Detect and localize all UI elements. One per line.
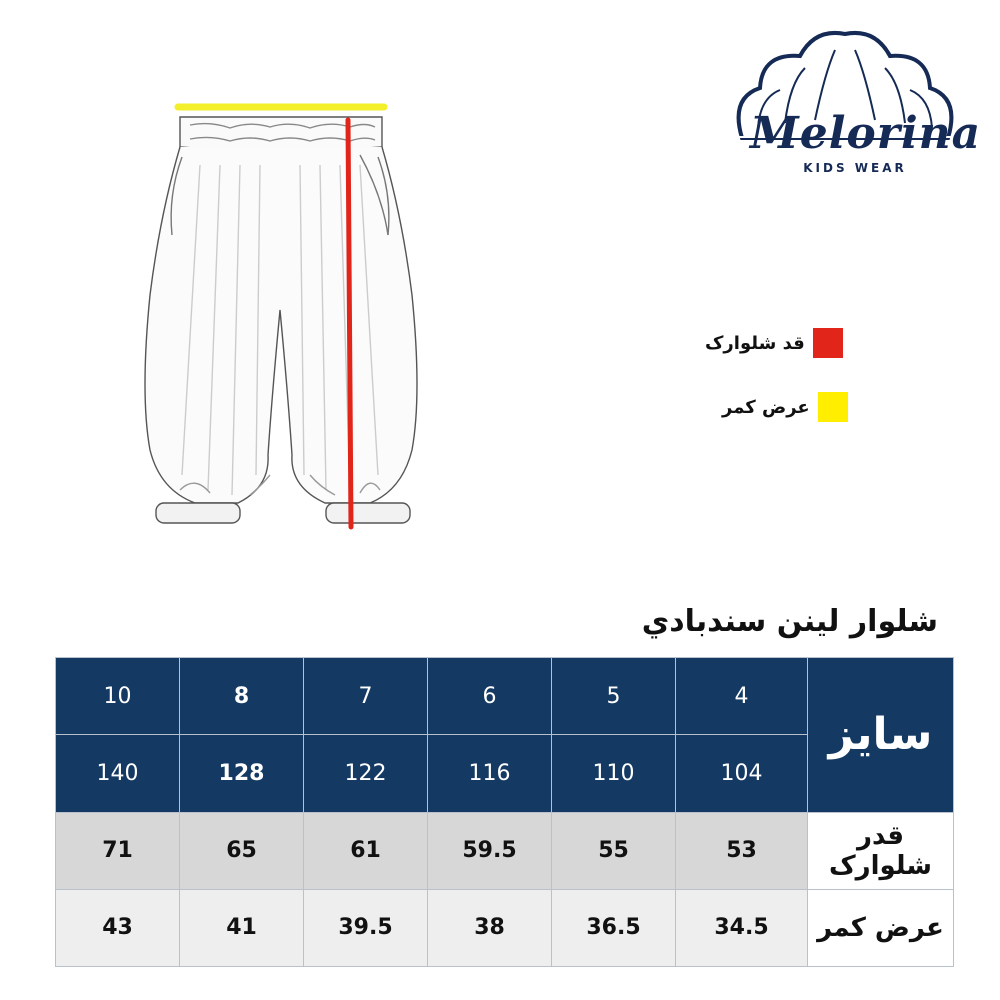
row-label-waist: عرض کمر (808, 889, 954, 966)
table-cell: 41 (180, 889, 304, 966)
size-cell: 6 (428, 658, 552, 735)
table-cell: 65 (180, 812, 304, 889)
height-cell: 140 (56, 735, 180, 812)
size-cell: 7 (304, 658, 428, 735)
table-cell: 38 (428, 889, 552, 966)
size-cell: 4 (676, 658, 808, 735)
table-cell: 36.5 (552, 889, 676, 966)
table-cell: 53 (676, 812, 808, 889)
shell-logo-icon (730, 28, 982, 183)
size-chart-table (55, 657, 954, 967)
brand-tagline: KIDS WEAR (803, 161, 907, 175)
table-cell: 43 (56, 889, 180, 966)
height-cell: 110 (552, 735, 676, 812)
table-cell: 55 (552, 812, 676, 889)
table-title: شلوار لینن سندبادي (641, 604, 938, 639)
table-cell: 34.5 (676, 889, 808, 966)
table-cell: 39.5 (304, 889, 428, 966)
height-cell-value: 128 (218, 760, 265, 786)
row-label-length: قدر شلوارک (808, 812, 954, 889)
pants-illustration (120, 95, 440, 535)
table-row-length (56, 812, 954, 889)
brand-logo (730, 28, 982, 183)
height-cell: 104 (676, 735, 808, 812)
height-cell: 122 (304, 735, 428, 812)
length-measure-line (348, 120, 351, 527)
height-cell: 116 (428, 735, 552, 812)
legend-item-length (705, 328, 843, 358)
size-cell (180, 658, 304, 735)
table-row-sizes (56, 658, 954, 735)
height-cell (180, 735, 304, 812)
table-cell: 71 (56, 812, 180, 889)
table-cell: 59.5 (428, 812, 552, 889)
legend-item-waist (722, 392, 848, 422)
legend-swatch-red (813, 328, 843, 358)
size-cell: 5 (552, 658, 676, 735)
legend-label-length: قد شلوارک (705, 332, 805, 354)
legend-swatch-yellow (818, 392, 848, 422)
size-cell-value: 8 (233, 683, 250, 709)
table-row-waist (56, 889, 954, 966)
size-cell: 10 (56, 658, 180, 735)
size-header-label: سایز (808, 658, 954, 813)
brand-name: Melorina (750, 108, 982, 159)
table-cell: 61 (304, 812, 428, 889)
legend-label-waist: عرض کمر (722, 396, 810, 418)
